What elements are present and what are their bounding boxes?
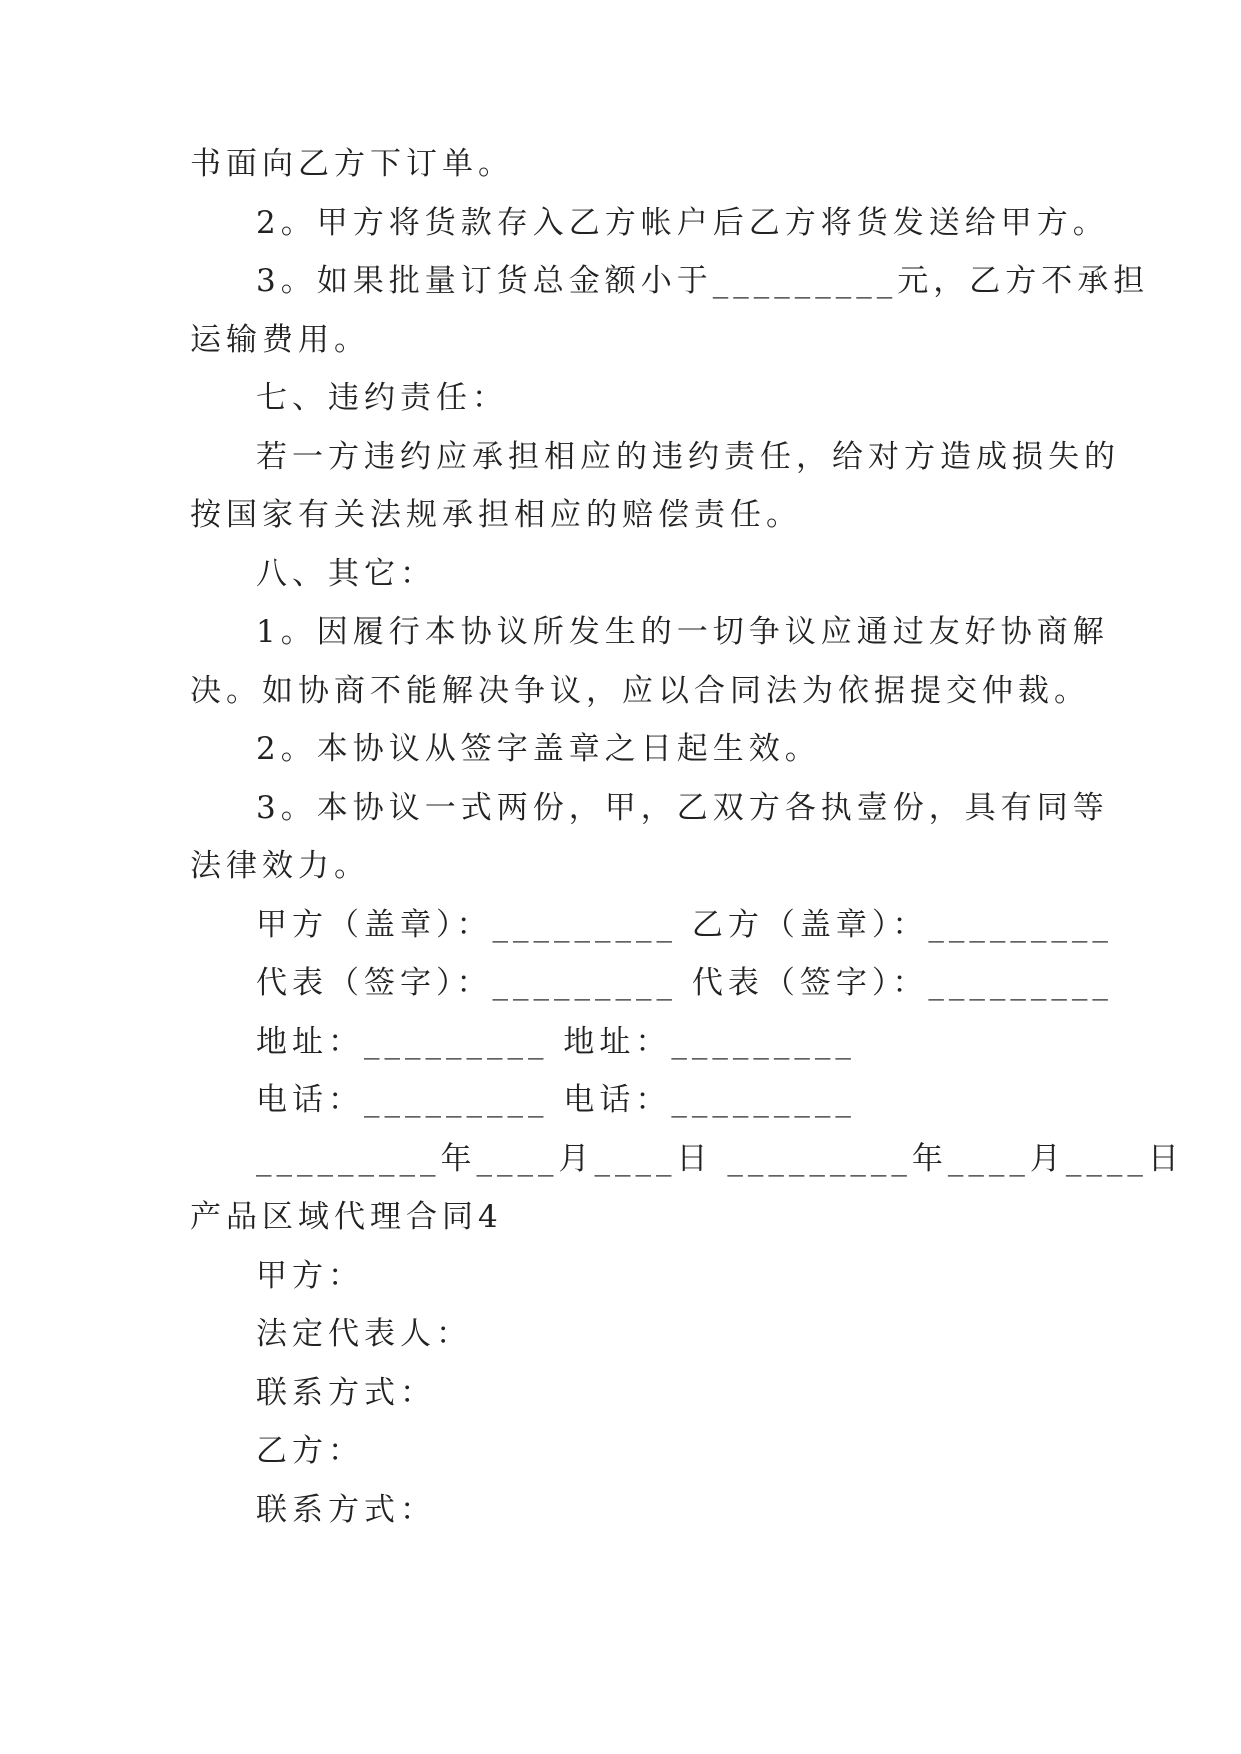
contract-title: 产品区域代理合同4 [190,1199,503,1235]
text-line: 1。因履行本协议所发生的一切争议应通过友好协商解 [256,614,1109,650]
text-line: 决。如协商不能解决争议，应以合同法为依据提交仲裁。 [190,672,1090,709]
party-a-label: 甲方： [256,1257,364,1294]
legal-representative-label: 法定代表人： [256,1316,472,1352]
section-heading: 七、违约责任： [256,380,508,416]
text-line: 法律效力。 [190,848,370,884]
signature-seal-line: 甲方（盖章）：_________ 乙方（盖章）：_________ [256,906,1113,943]
contact-label: 联系方式： [256,1491,436,1528]
text-line: 2。本协议从签字盖章之日起生效。 [256,731,821,767]
text-line: 3。如果批量订货总金额小于_________元，乙方不承担 [256,263,1150,299]
document-page [190,135,1184,1539]
signature-rep-line: 代表（签字）：_________ 代表（签字）：_________ [256,965,1113,1001]
text-line: 按国家有关法规承担相应的赔偿责任。 [190,497,802,533]
text-line: 运输费用。 [190,321,370,358]
contact-label: 联系方式： [256,1374,436,1411]
party-b-label: 乙方： [256,1433,364,1469]
signature-date-line: _________年____月____日 _________年____月____日 [256,1140,1184,1177]
text-line: 2。甲方将货款存入乙方帐户后乙方将货发送给甲方。 [256,204,1109,241]
signature-address-line: 地址：_________ 地址：_________ [256,1023,856,1060]
text-line: 书面向乙方下订单。 [190,146,514,182]
section-heading: 八、其它： [256,555,436,592]
signature-phone-line: 电话：_________ 电话：_________ [256,1082,856,1118]
text-line: 3。本协议一式两份，甲，乙双方各执壹份，具有同等 [256,789,1109,826]
text-line: 若一方违约应承担相应的违约责任，给对方造成损失的 [256,438,1120,475]
